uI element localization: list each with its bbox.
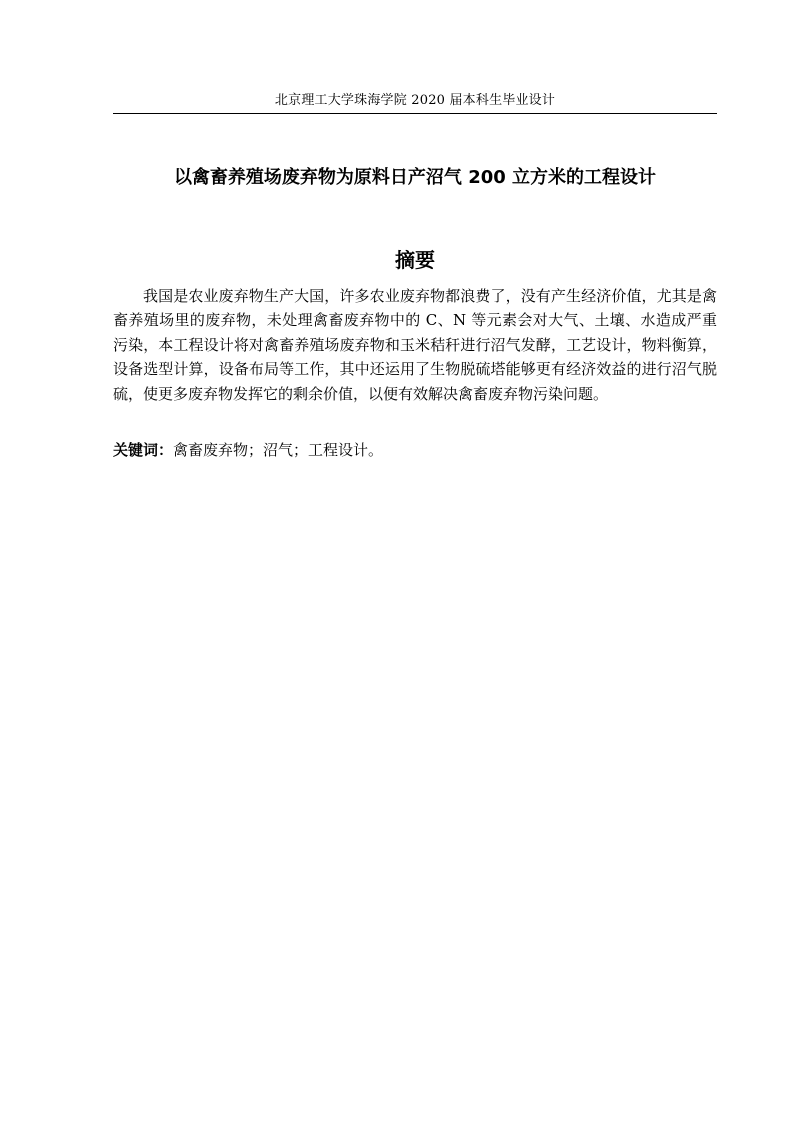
- keywords-label: 关键词：: [113, 441, 174, 459]
- keywords-value: 禽畜废弃物；沼气；工程设计。: [173, 441, 384, 459]
- header-rule: [113, 113, 717, 114]
- document-title: 以禽畜养殖场废弃物为原料日产沼气 200 立方米的工程设计: [173, 167, 657, 188]
- abstract-body: 我国是农业废弃物生产大国，许多农业废弃物都浪费了，没有产生经济价值，尤其是禽畜养殖场里的废弃物，未处理禽畜废弃物中的 C、N 等元素会对大气、土壤、水造成严重污染，本工程设计将对禽畜养殖场废弃物和玉米秸秆进行沼气发酵，工艺设计，物料衡算，设备选型计算，设备布局等工作，其中还运用了生物脱硫塔能够更有经济效益的进行沼气脱硫，使更多废弃物发挥它的剩余价值，以便有效解决禽畜废弃物污染问题。: [113, 287, 717, 403]
- abstract-heading: 摘要: [395, 248, 435, 272]
- running-header: 北京理工大学珠海学院 2020 届本科生毕业设计: [274, 93, 556, 108]
- keywords-line: [113, 439, 717, 461]
